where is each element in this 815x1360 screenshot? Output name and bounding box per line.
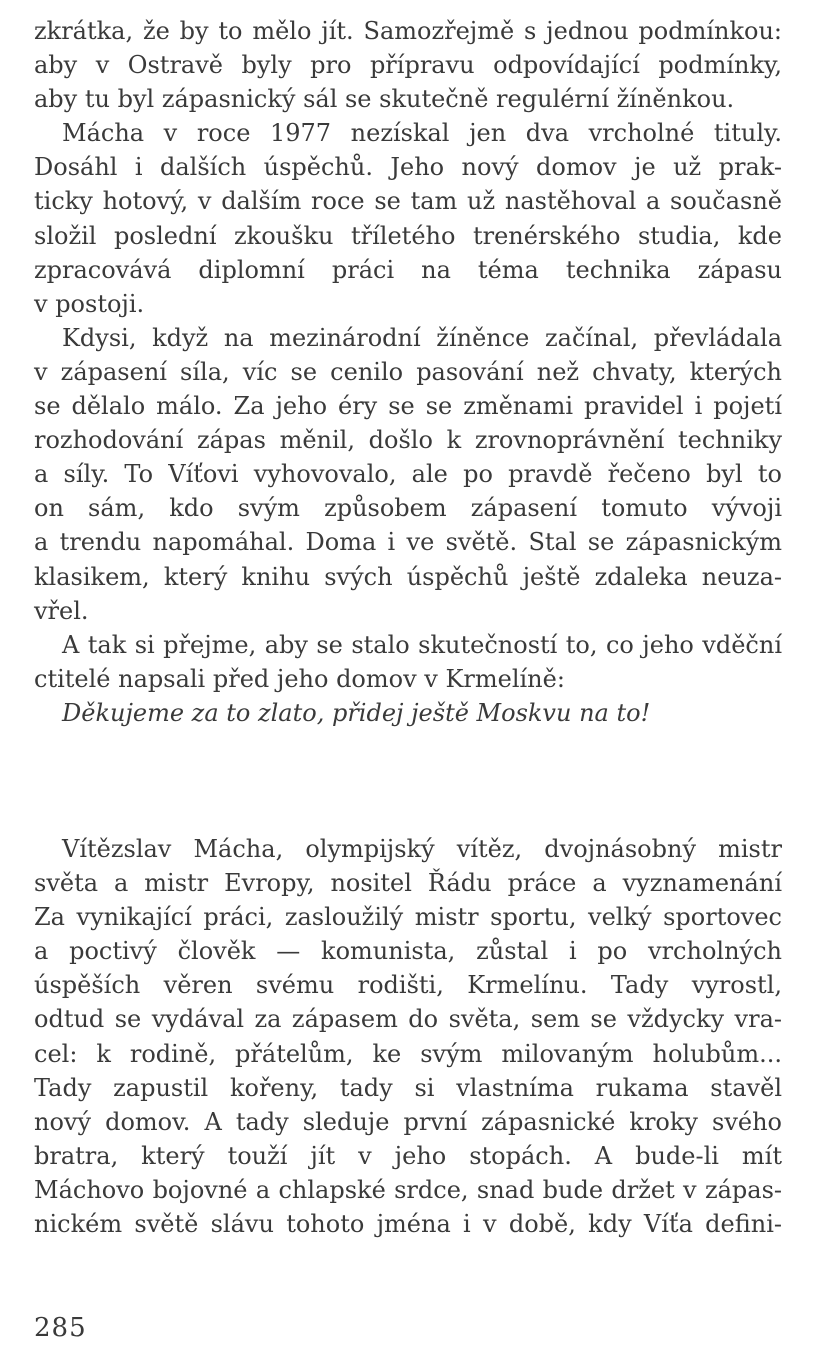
text-line: Tady zapustil kořeny, tady si vlastníma rukama stavěl: [34, 1073, 782, 1102]
italic-quote: Děkujeme za to zlato, přidej ještě Moskvu na to!: [62, 698, 651, 727]
text-line: odtud se vydával za zápasem do světa, sem se vždycky vra-: [34, 1005, 782, 1034]
text-line: nickém světě slávu tohoto jména i v době, kdy Víťa defini-: [34, 1210, 782, 1238]
text-line: úspěších věren svému rodišti, Krmelínu. Tady vyrostl,: [34, 971, 782, 1000]
text-line: se dělalo málo. Za jeho éry se se změnami pravidel i pojetí: [34, 392, 782, 421]
text-line: zpracovává diplomní práci na téma technika zápasu: [34, 255, 782, 284]
paragraph-3: [34, 321, 782, 628]
text-line: Mácha v roce 1977 nezískal jen dva vrcholné tituly.: [62, 119, 782, 148]
text-line: zkrátka, že by to mělo jít. Samozřejmě s jednou podmínkou:: [34, 17, 782, 45]
paragraph-1: [34, 14, 782, 116]
text-line: světa a mistr Evropy, nositel Řádu práce a vyznamenání: [34, 869, 782, 898]
text-line: cel: k rodině, přátelům, ke svým milovaným holubům...: [34, 1039, 782, 1068]
text-line: bratra, který touží jít v jeho stopách. A bude-li mít: [34, 1141, 782, 1170]
page-body: [34, 14, 782, 1241]
text-line: vřel.: [34, 596, 89, 625]
text-line: klasikem, který knihu svých úspěchů ještě zdaleka neuza-: [34, 562, 782, 591]
text-line: A tak si přejme, aby se stalo skutečností to, co jeho vděční: [62, 630, 782, 659]
text-line: Dosáhl i dalších úspěchů. Jeho nový domov je už prak-: [34, 153, 782, 182]
text-line: Za vynikající práci, zasloužilý mistr sportu, velký sportovec: [34, 903, 782, 932]
page-number: 285: [34, 1313, 87, 1343]
text-line: a síly. To Víťovi vyhovovalo, ale po pravdě řečeno byl to: [34, 460, 782, 489]
text-line: a trendu napomáhal. Doma i ve světě. Stal se zápasnickým: [34, 528, 782, 557]
paragraph-2: [34, 116, 782, 321]
text-line: rozhodování zápas měnil, došlo k zrovnoprávnění techniky: [34, 426, 782, 455]
closing-paragraph: [34, 832, 782, 1241]
text-line: Máchovo bojovné a chlapské srdce, snad bude držet v zápas-: [34, 1175, 782, 1204]
text-line: on sám, kdo svým způsobem zápasení tomuto vývoji: [34, 494, 782, 523]
text-line: v zápasení síla, víc se cenilo pasování než chvaty, kterých: [34, 357, 782, 386]
text-line: aby v Ostravě byly pro přípravu odpovídající podmínky,: [34, 51, 782, 80]
text-line: Kdysi, když na mezinárodní žíněnce začínal, převládala: [62, 323, 782, 352]
text-line: složil poslední zkoušku tříletého trenérského studia, kde: [34, 221, 782, 250]
text-line: Vítězslav Mácha, olympijský vítěz, dvojnásobný mistr: [62, 834, 782, 863]
text-line: a poctivý člověk — komunista, zůstal i po vrcholných: [34, 937, 782, 966]
text-line: ticky hotový, v dalším roce se tam už nastěhoval a současně: [34, 187, 782, 216]
section-break: [34, 730, 782, 832]
text-line: nový domov. A tady sleduje první zápasnické kroky svého: [34, 1107, 782, 1136]
text-line: aby tu byl zápasnický sál se skutečně regulérní žíněnkou.: [34, 85, 735, 114]
paragraph-4: [34, 628, 782, 730]
text-line: v postoji.: [34, 289, 145, 318]
text-line: ctitelé napsali před jeho domov v Krmelíně:: [34, 664, 565, 693]
